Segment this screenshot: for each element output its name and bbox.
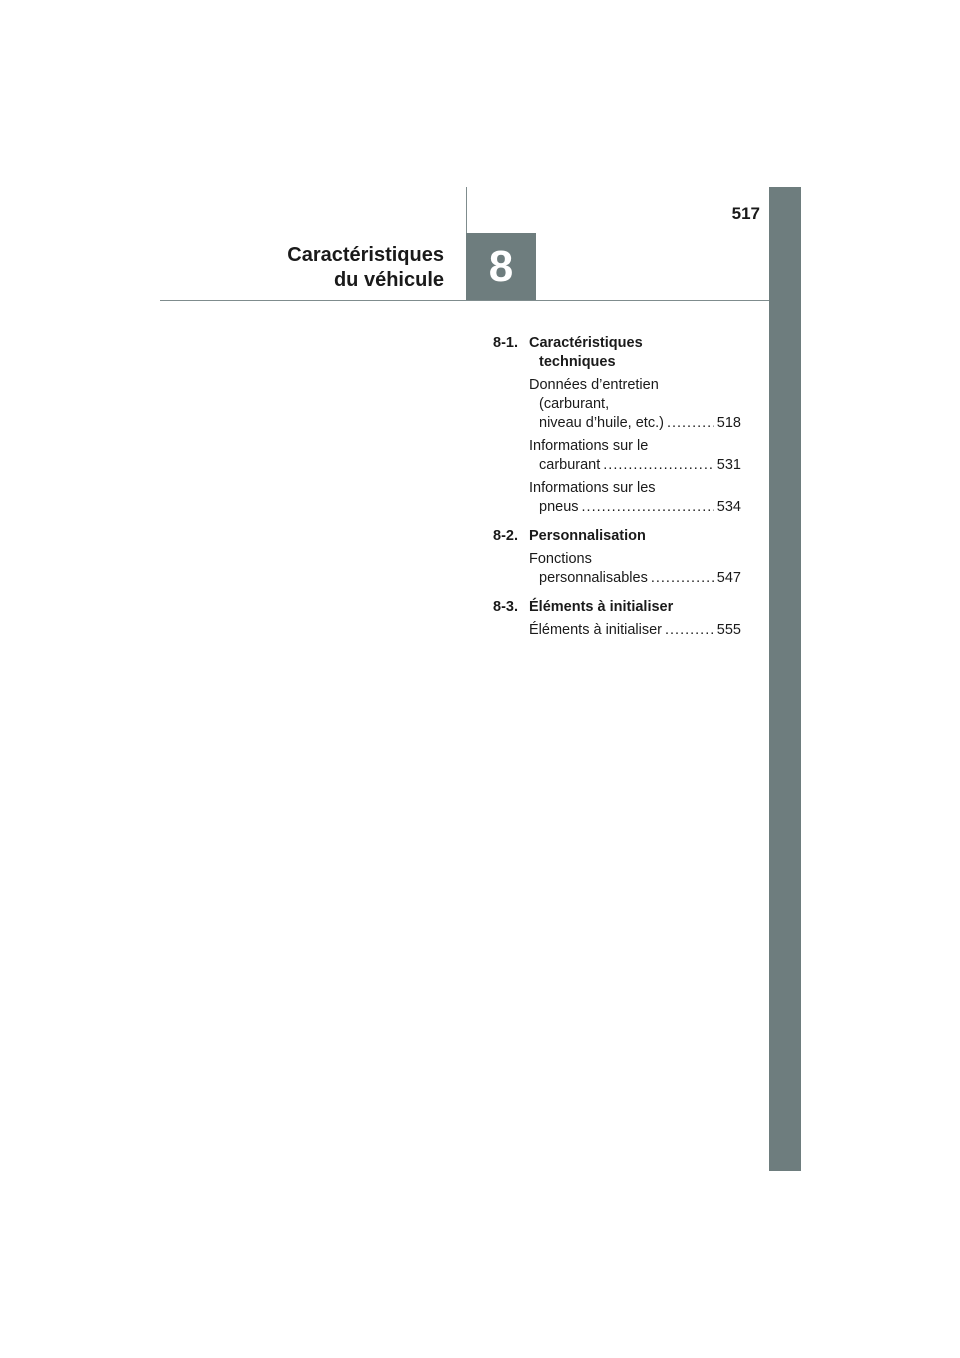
entry-leader-line [529, 621, 741, 640]
entry-page-number: 555 [716, 622, 741, 638]
entry-line: Informations sur le [529, 438, 649, 454]
entry-page-number: 531 [716, 457, 741, 473]
chapter-title-line1: Caractéristiques [287, 244, 444, 266]
leader-dots [665, 621, 714, 640]
toc-entry-informations-pneus[interactable] [529, 479, 741, 517]
header-rule [160, 300, 769, 301]
entry-leader-line [529, 456, 741, 475]
section-title-line1: Personnalisation [529, 528, 646, 544]
section-title [529, 527, 741, 546]
entry-page-number: 534 [716, 499, 741, 515]
entry-text: carburant [539, 457, 601, 473]
section-title-line2: techniques [539, 354, 616, 370]
section-title-line1: Caractéristiques [529, 335, 643, 351]
leader-dots [667, 414, 714, 433]
entry-line: Fonctions [529, 551, 592, 567]
section-title [529, 334, 741, 372]
chapter-title-line2: du véhicule [333, 269, 444, 291]
toc-entry-fonctions-personnalisables[interactable] [529, 550, 741, 588]
leader-dots [603, 456, 714, 475]
entry-leader-line [529, 498, 741, 517]
chapter-title [287, 243, 444, 293]
chapter-side-tab [769, 187, 801, 1171]
chapter-number: 8 [488, 241, 514, 291]
page-number: 517 [731, 204, 760, 223]
entry-page-number: 518 [716, 415, 741, 431]
toc-entry-informations-carburant[interactable] [529, 437, 741, 475]
entry-leader-line [529, 569, 741, 588]
entry-leader-line [529, 414, 741, 433]
table-of-contents [493, 334, 741, 644]
section-number: 8-1. [493, 335, 518, 351]
toc-section-8-2[interactable] [493, 527, 741, 546]
entry-line: Données d’entretien [529, 377, 659, 393]
entry-text: Éléments à initialiser [529, 622, 662, 638]
entry-text: personnalisables [539, 570, 648, 586]
toc-entry-elements-initialiser[interactable] [529, 621, 741, 640]
toc-entry-donnees-entretien[interactable] [529, 376, 741, 433]
entry-page-number: 547 [716, 570, 741, 586]
entry-line: Informations sur les [529, 480, 656, 496]
entry-text: niveau d’huile, etc.) [539, 415, 664, 431]
section-title-line1: Éléments à initialiser [529, 599, 674, 615]
section-number: 8-3. [493, 599, 518, 615]
entry-text: pneus [539, 499, 579, 515]
section-title [529, 598, 741, 617]
entry-line: (carburant, [539, 396, 610, 412]
toc-section-8-1[interactable] [493, 334, 741, 372]
section-number: 8-2. [493, 528, 518, 544]
toc-section-8-3[interactable] [493, 598, 741, 617]
leader-dots [582, 498, 714, 517]
leader-dots [651, 569, 714, 588]
chapter-number-box [466, 233, 536, 300]
